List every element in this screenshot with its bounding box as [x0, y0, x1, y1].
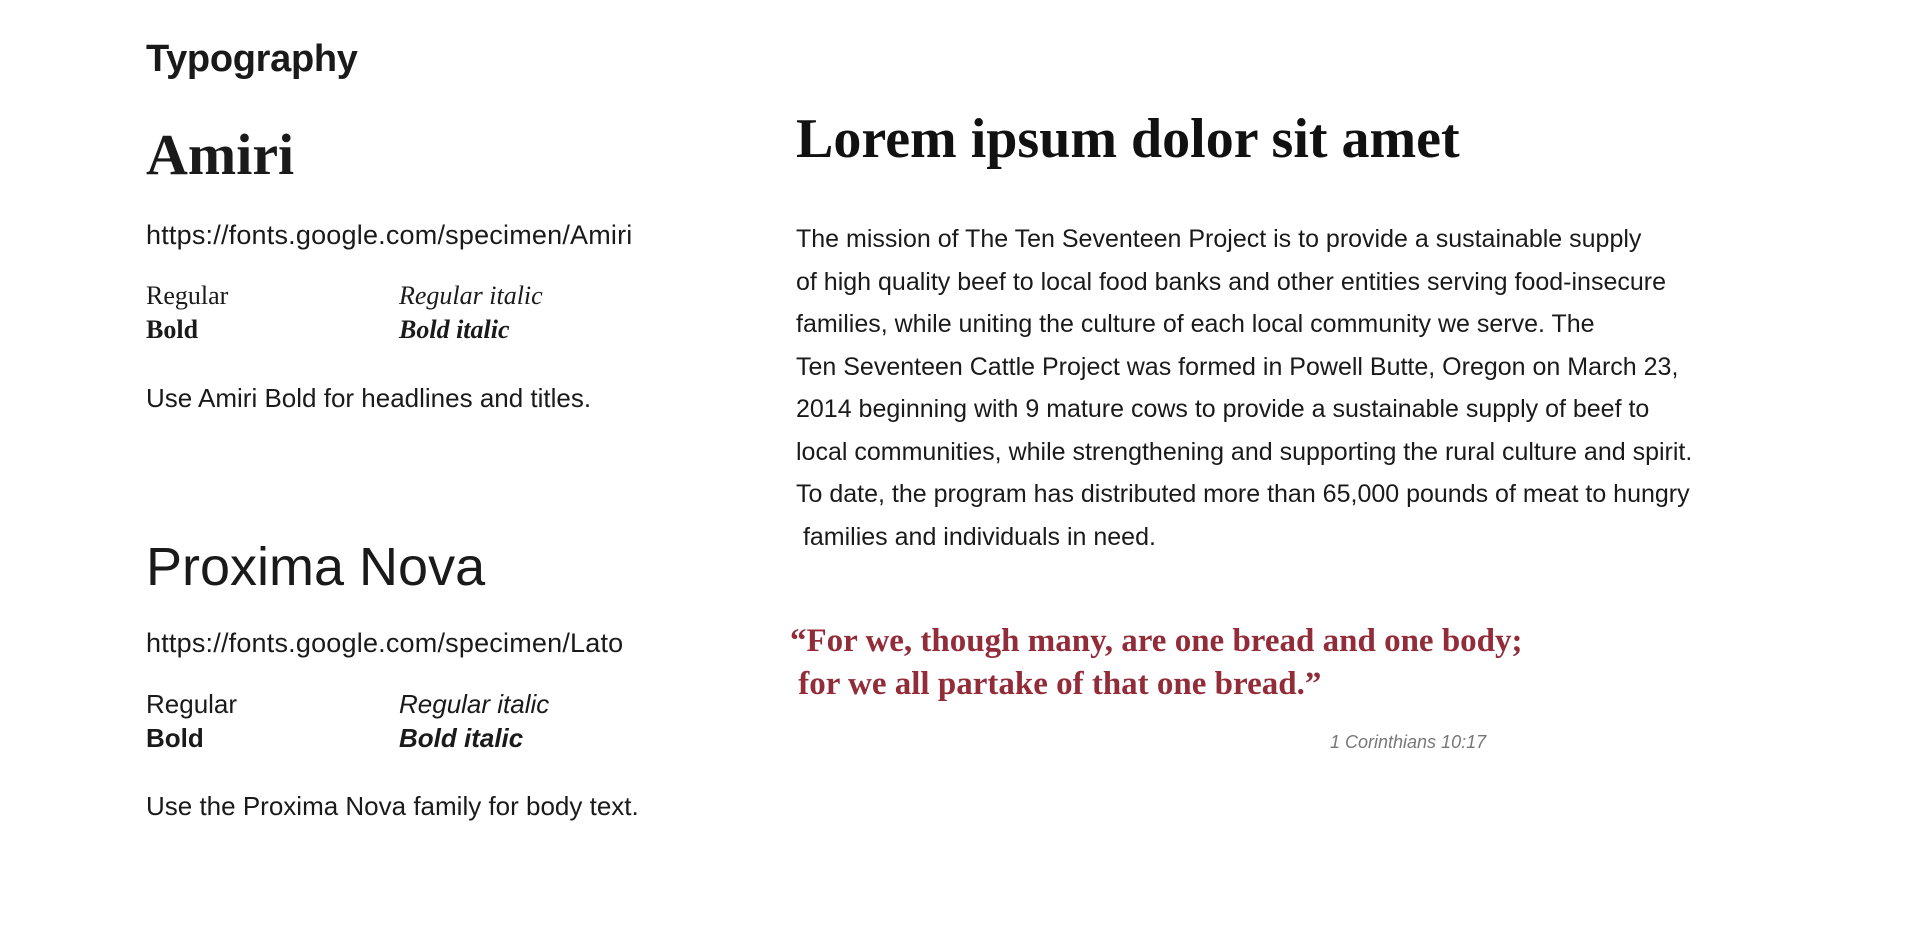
style-regular: Regular: [146, 689, 238, 719]
style-regular-italic: Regular italic: [399, 281, 543, 310]
body-line: The mission of The Ten Seventeen Project is to provide a sustainable supply: [796, 225, 1642, 253]
font-block-amiri: [146, 122, 766, 414]
usage-note-proxima-nova: Use the Proxima Nova family for body text.: [146, 791, 639, 821]
style-regular: Regular: [146, 281, 229, 310]
body-line: of high quality beef to local food banks and other entities serving food-insecure: [796, 267, 1666, 296]
scripture-quote: [790, 620, 1523, 706]
style-bold-italic: Bold italic: [399, 723, 524, 753]
font-styles-amiri: [146, 281, 766, 345]
body-line: families and individuals in need.: [796, 522, 1156, 551]
font-name-proxima-nova: Proxima Nova: [146, 537, 486, 597]
font-url-proxima-nova: https://fonts.google.com/specimen/Lato: [146, 628, 624, 658]
font-name-amiri: Amiri: [146, 122, 295, 187]
sample-headline: Lorem ipsum dolor sit amet: [796, 108, 1460, 170]
font-url-amiri: https://fonts.google.com/specimen/Amiri: [146, 220, 633, 250]
quote-line: “For we, though many, are one bread and one body;: [790, 623, 1523, 659]
font-block-proxima-nova: [146, 537, 766, 822]
style-bold: Bold: [146, 723, 204, 753]
body-line: local communities, while strengthening and supporting the rural culture and spirit.: [796, 437, 1693, 466]
font-styles-proxima-nova: [146, 689, 766, 753]
body-line: families, while uniting the culture of each local community we serve. The: [796, 310, 1595, 338]
quote-citation: 1 Corinthians 10:17: [1330, 732, 1487, 752]
style-bold: Bold: [146, 315, 199, 344]
body-line: To date, the program has distributed more than 65,000 pounds of meat to hungry: [796, 480, 1690, 508]
usage-note-amiri: Use Amiri Bold for headlines and titles.: [146, 383, 592, 413]
quote-line: for we all partake of that one bread.”: [790, 666, 1322, 702]
style-bold-italic: Bold italic: [399, 315, 510, 344]
body-line: Ten Seventeen Cattle Project was formed in Powell Butte, Oregon on March 23,: [796, 352, 1679, 381]
style-regular-italic: Regular italic: [399, 689, 550, 719]
section-title: Typography: [146, 38, 358, 80]
body-line: 2014 beginning with 9 mature cows to provide a sustainable supply of beef to: [796, 395, 1650, 423]
sample-body-text: [796, 218, 1846, 558]
